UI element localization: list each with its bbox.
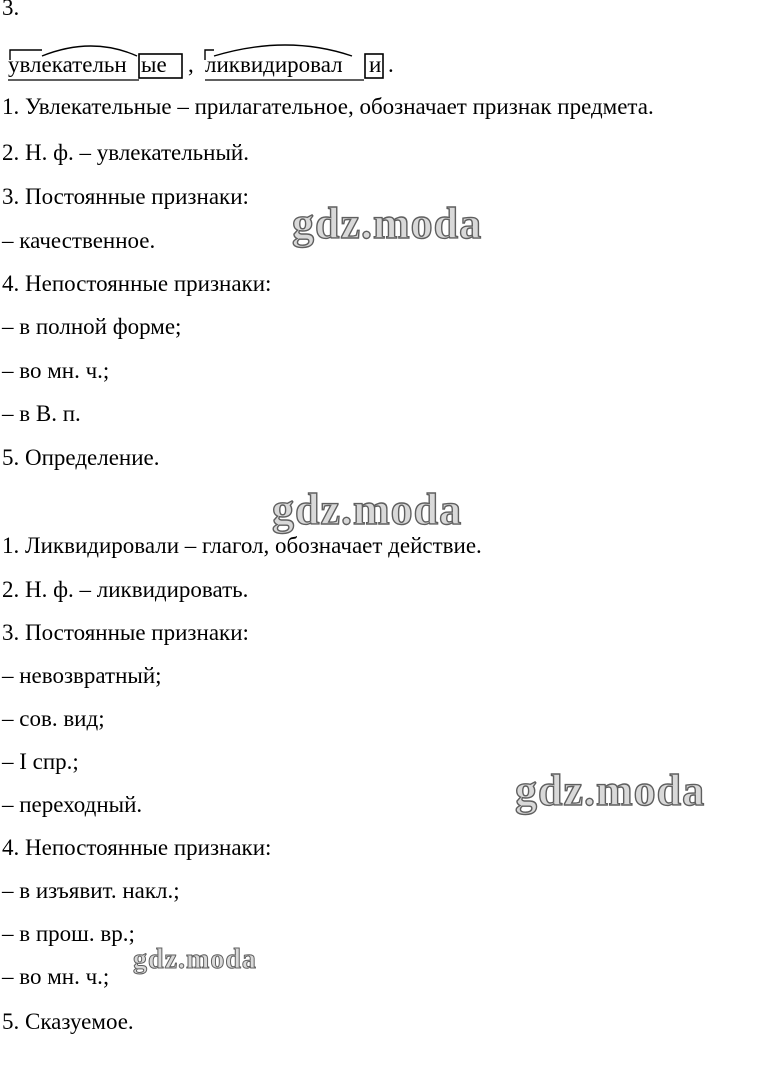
- watermark-1: gdz.moda: [292, 199, 483, 248]
- adj-line-1: 1. Увлекательные – прилагательное, обозначает признак предмета.: [2, 94, 654, 119]
- verb-line-11: – во мн. ч.;: [2, 964, 110, 989]
- verb-line-9: – в изъявит. накл.;: [2, 878, 180, 903]
- adj-line-9: 5. Определение.: [2, 445, 160, 470]
- task-number: 3.: [2, 0, 20, 20]
- verb-line-10: – в прош. вр.;: [2, 921, 135, 946]
- verb-line-1: 1. Ликвидировали – глагол, обозначает действие.: [2, 533, 482, 558]
- adj-line-8: – в В. п.: [2, 401, 81, 426]
- verb-line-3: 3. Постоянные признаки:: [2, 620, 249, 645]
- parsed-word-1-ending: ые: [141, 52, 167, 77]
- verb-line-2: 2. Н. ф. – ликвидировать.: [2, 577, 249, 602]
- parsed-word-1-stem: увлекательн: [8, 52, 127, 77]
- verb-line-4: – невозвратный;: [2, 663, 162, 688]
- watermark-3: gdz.moda: [515, 766, 706, 815]
- adj-line-7: – во мн. ч.;: [2, 358, 110, 383]
- verb-line-12: 5. Сказуемое.: [2, 1009, 134, 1034]
- parsed-word-2-ending: и: [369, 52, 382, 77]
- verb-line-7: – переходный.: [2, 792, 143, 817]
- separator: ,: [188, 52, 194, 77]
- verb-line-6: – I спр.;: [2, 749, 79, 774]
- verb-line-8: 4. Непостоянные признаки:: [2, 835, 272, 860]
- adj-line-5: 4. Непостоянные признаки:: [2, 271, 272, 296]
- adj-line-6: – в полной форме;: [2, 314, 182, 339]
- watermark-2: gdz.moda: [272, 485, 463, 534]
- adj-line-4: – качественное.: [2, 228, 156, 253]
- parsed-word-2-stem: ликвидировал: [205, 52, 343, 77]
- watermark-4: gdz.moda: [133, 944, 257, 975]
- morpheme-parse: [2, 38, 422, 82]
- end-mark: .: [388, 52, 394, 77]
- adj-line-3: 3. Постоянные признаки:: [2, 184, 249, 209]
- verb-line-5: – сов. вид;: [2, 706, 105, 731]
- adj-line-2: 2. Н. ф. – увлекательный.: [2, 140, 249, 165]
